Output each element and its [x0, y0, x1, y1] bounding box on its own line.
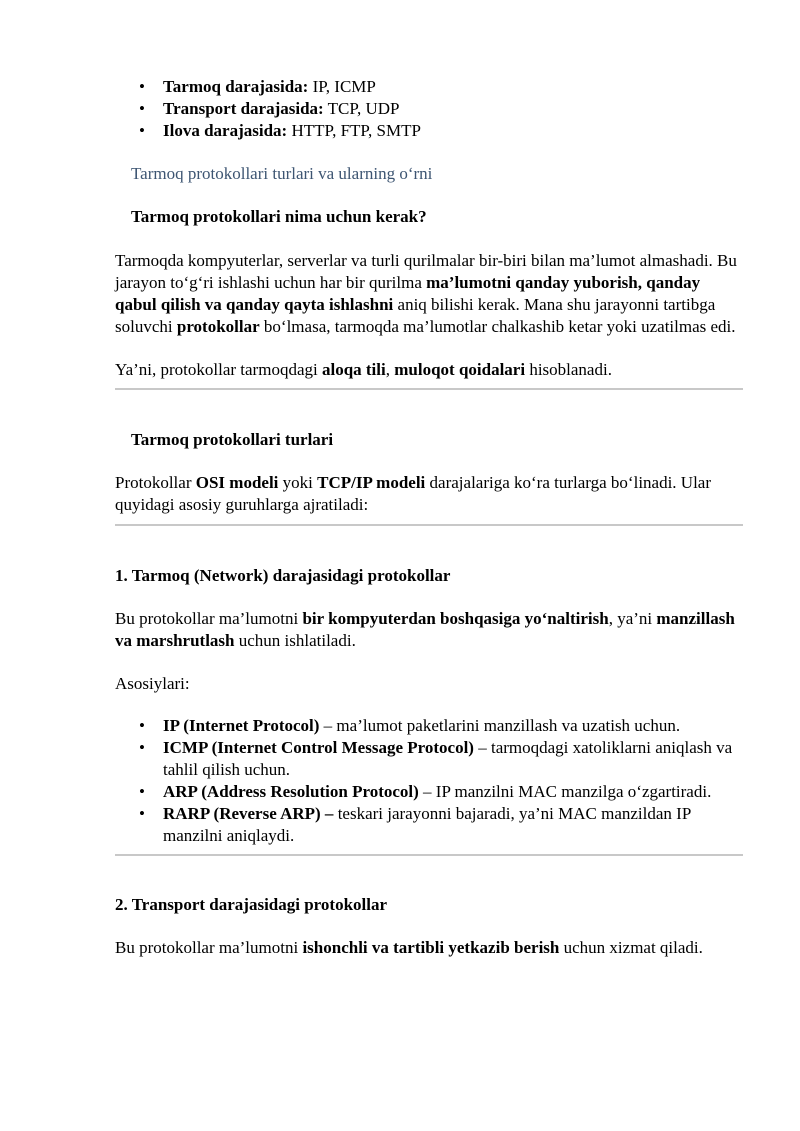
why-paragraph: Tarmoqda kompyuterlar, serverlar va turli qurilmalar bir-biri bilan ma’lumot almashadi. Bu jarayon to‘g‘ri ishlashi uchun har bir qurilma ma’lumotni qanday yuborish, qanday qabul qilish va qanday qayta ishlashni aniq bilishi kerak. Mana shu jarayonni tartibga soluvchi protokollar bo‘lmasa, tarmoqda ma’lumotlar chalkashib ketar yoki uzatilmas edi. — [115, 251, 737, 336]
divider — [115, 854, 743, 856]
divider — [115, 524, 743, 526]
list-item: • Tarmoq darajasida: IP, ICMP — [115, 76, 743, 98]
layer-protocols-list — [115, 76, 743, 142]
list-item: • RARP (Reverse ARP) – teskari jarayonni bajaradi, ya’ni MAC manzildan IP manzilni aniqlaydi. — [115, 803, 743, 847]
divider — [115, 388, 743, 390]
list-item: • IP (Internet Protocol) – ma’lumot paketlarini manzillash va uzatish uchun. — [115, 715, 743, 737]
types-heading: Tarmoq protokollari turlari — [130, 430, 334, 449]
network-heading: 1. Tarmoq (Network) darajasidagi protokollar — [115, 566, 451, 585]
why-heading: Tarmoq protokollari nima uchun kerak? — [130, 207, 427, 226]
transport-heading: 2. Transport darajasidagi protokollar — [115, 895, 388, 914]
transport-paragraph: Bu protokollar ma’lumotni ishonchli va tartibli yetkazib berish uchun xizmat qiladi. — [115, 938, 703, 957]
document-page — [115, 76, 743, 959]
types-paragraph: Protokollar OSI modeli yoki TCP/IP modeli darajalariga ko‘ra turlarga bo‘linadi. Ular quyidagi asosiy guruhlarga ajratiladi: — [115, 473, 712, 514]
why-summary: Ya’ni, protokollar tarmoqdagi aloqa tili, muloqot qoidalari hisoblanadi. — [115, 360, 612, 379]
network-paragraph: Bu protokollar ma’lumotni bir kompyuterdan boshqasiga yo‘naltirish, ya’ni manzillash va marshrutlash uchun ishlatiladi. — [115, 609, 735, 650]
list-item: • ICMP (Internet Control Message Protocol) – tarmoqdagi xatoliklarni aniqlash va tahlil qilish uchun. — [115, 737, 743, 781]
list-item: • Ilova darajasida: HTTP, FTP, SMTP — [115, 120, 743, 142]
list-item: • Transport darajasida: TCP, UDP — [115, 98, 743, 120]
section-subtitle: Tarmoq protokollari turlari va ularning o‘rni — [130, 164, 433, 183]
list-item: • ARP (Address Resolution Protocol) – IP manzilni MAC manzilga o‘zgartiradi. — [115, 781, 743, 803]
network-protocols-list — [115, 715, 743, 847]
asosiylari-label: Asosiylari: — [115, 674, 190, 693]
